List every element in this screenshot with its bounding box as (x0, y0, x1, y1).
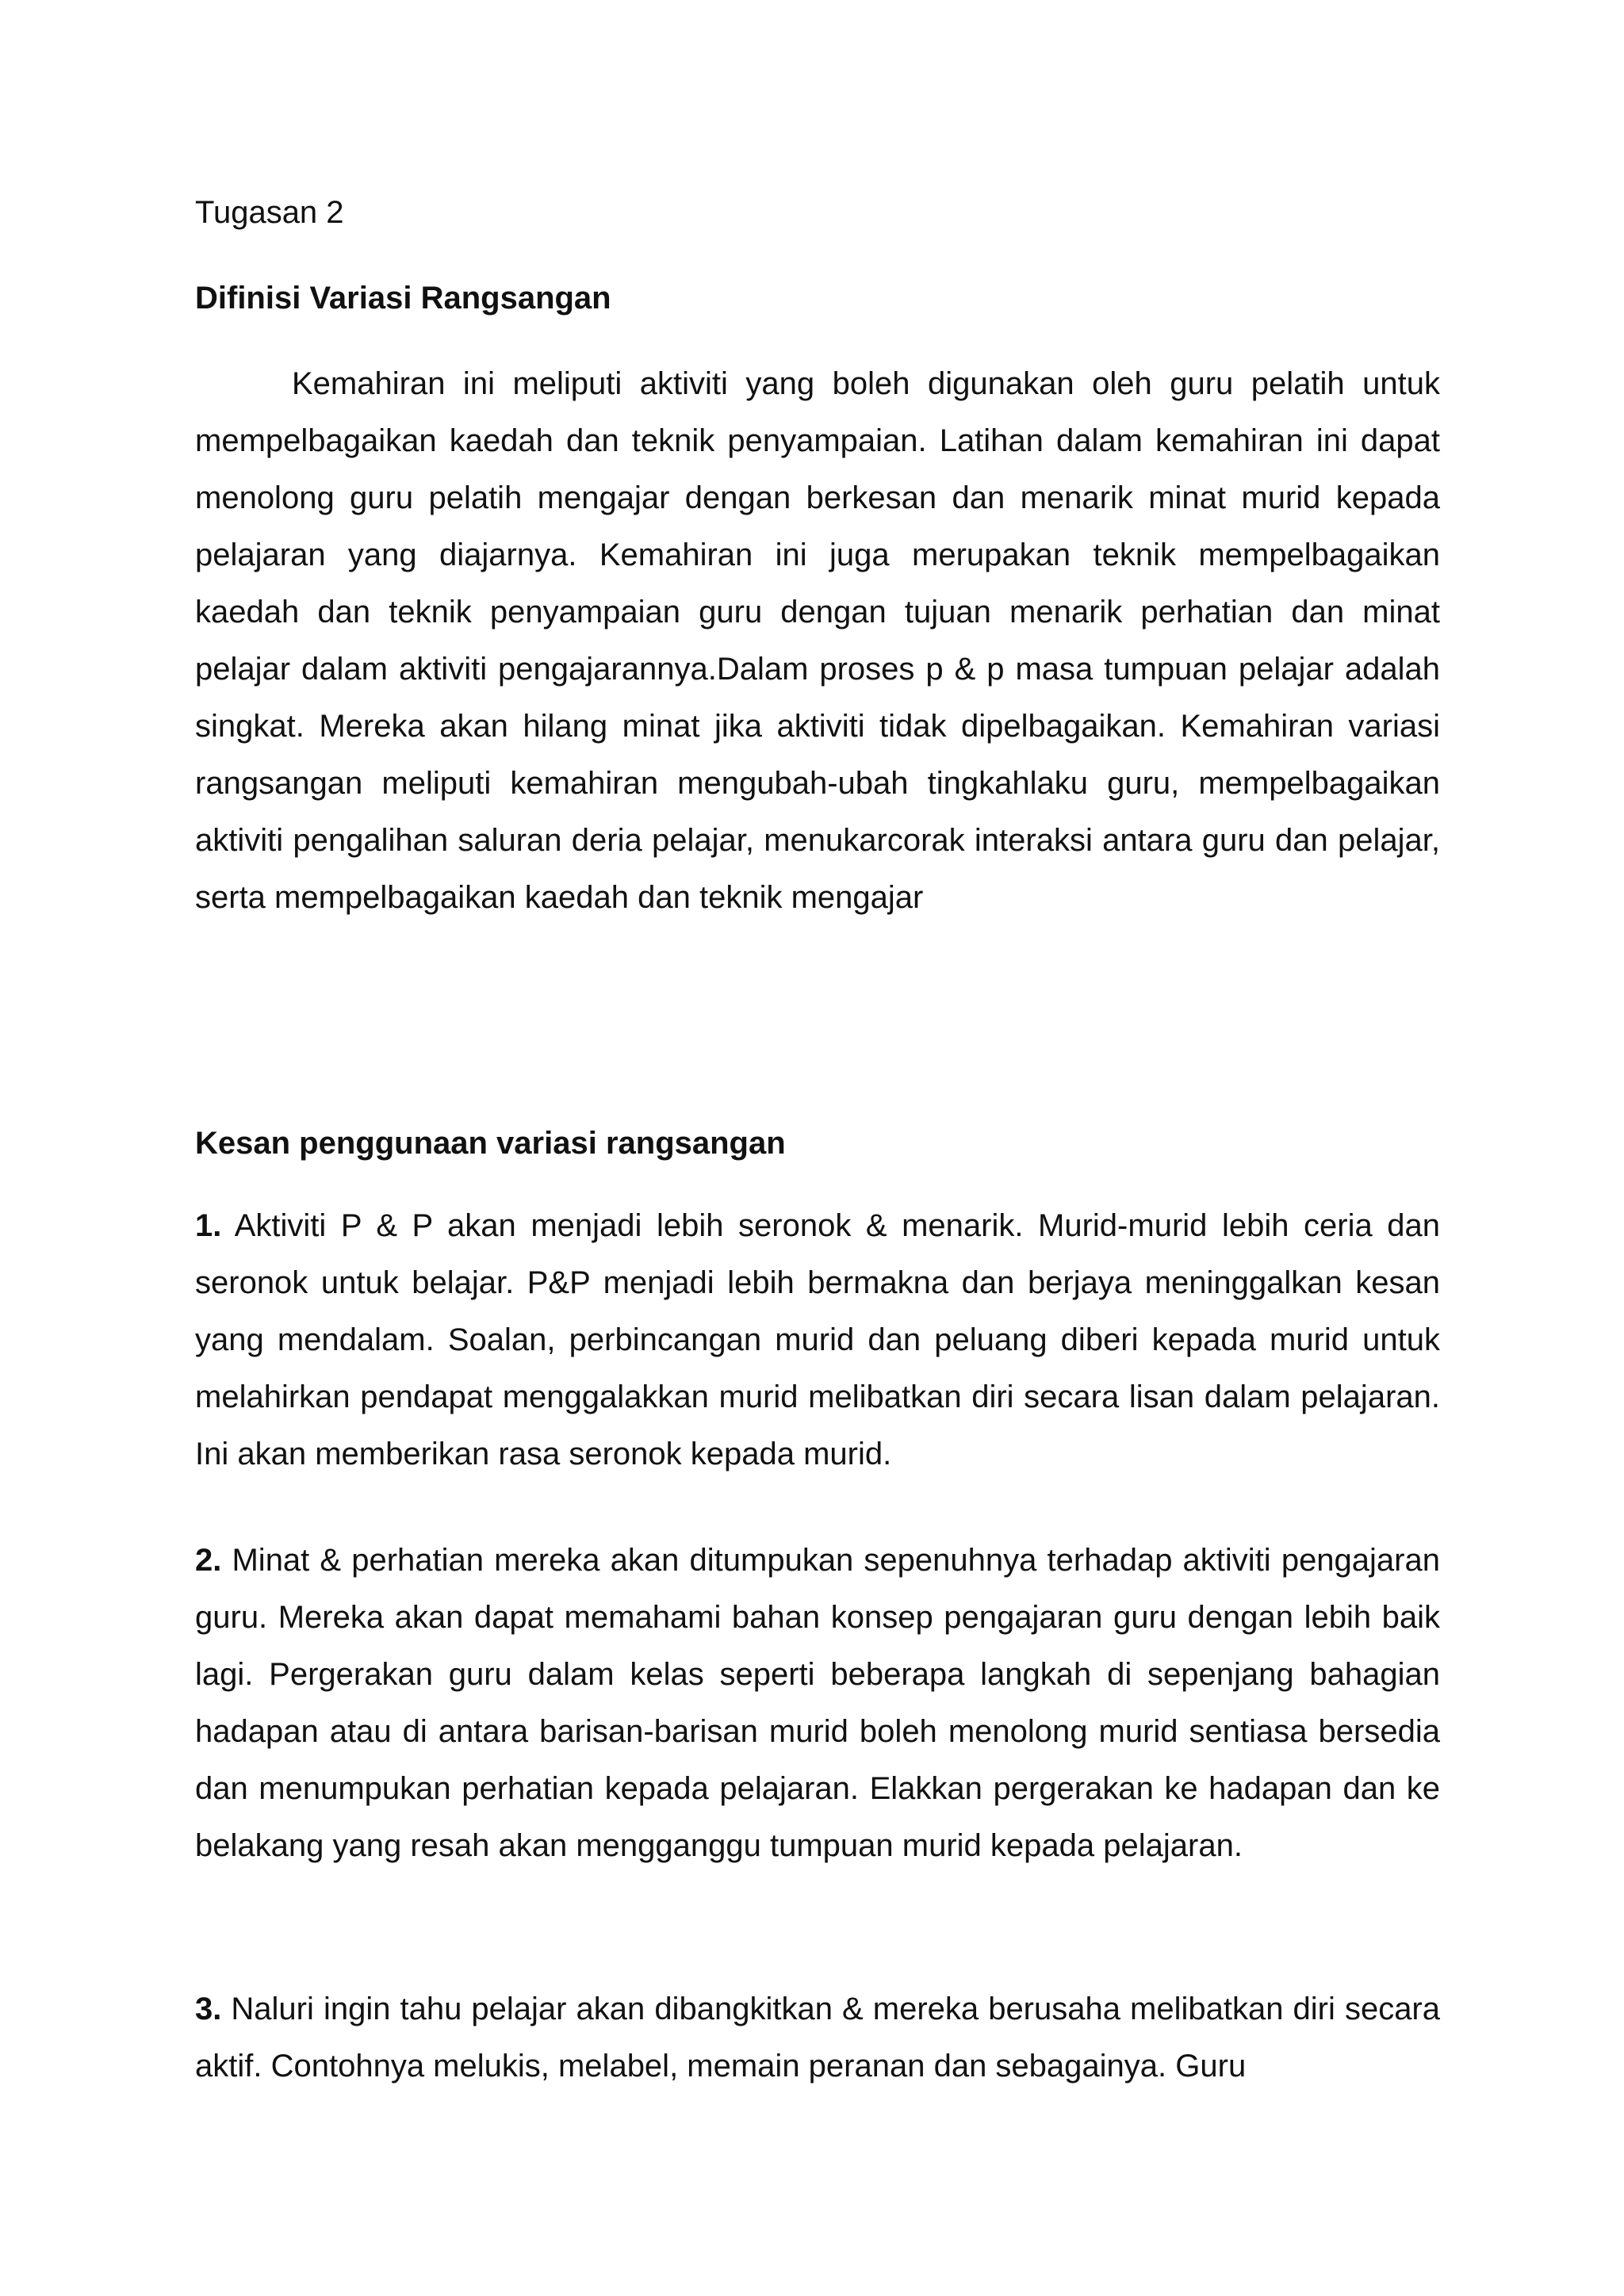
effect-item-text: Aktiviti P & P akan menjadi lebih seronok & menarik. Murid-murid lebih ceria dan seronok untuk belajar. P&P menjadi lebih bermakna dan berjaya meninggalkan kesan yang mendalam. Soalan, perbincangan murid dan peluang diberi kepada murid untuk melahirkan pendapat menggalakkan murid melibatkan diri secara lisan dalam pelajaran. Ini akan memberikan rasa seronok kepada murid. (195, 1208, 1440, 1471)
effect-item (195, 1197, 1440, 1483)
section-heading-definition: Difinisi Variasi Rangsangan (195, 281, 611, 316)
effect-item-number: 1. (195, 1208, 222, 1243)
assignment-label: Tugasan 2 (195, 195, 344, 230)
effect-item-number: 2. (195, 1543, 222, 1578)
effect-item (195, 1980, 1440, 2095)
effect-item (195, 1532, 1440, 1874)
effect-item-text: Naluri ingin tahu pelajar akan dibangkitkan & mereka berusaha melibatkan diri secara aktif. Contohnya melukis, melabel, memain peranan dan sebagainya. Guru (195, 1992, 1440, 2084)
definition-paragraph: Kemahiran ini meliputi aktiviti yang boleh digunakan oleh guru pelatih untuk mempelbagaikan kaedah dan teknik penyampaian. Latihan dalam kemahiran ini dapat menolong guru pelatih mengajar dengan berkesan dan menarik minat murid kepada pelajaran yang diajarnya. Kemahiran ini juga merupakan teknik mempelbagaikan kaedah dan teknik penyampaian guru dengan tujuan menarik perhatian dan minat pelajar dalam aktiviti pengajarannya.Dalam proses p & p masa tumpuan pelajar adalah singkat. Mereka akan hilang minat jika aktiviti tidak dipelbagaikan. Kemahiran variasi rangsangan meliputi kemahiran mengubah-ubah tingkahlaku guru, mempelbagaikan aktiviti pengalihan saluran deria pelajar, menukarcorak interaksi antara guru dan pelajar, serta mempelbagaikan kaedah dan teknik mengajar (195, 366, 1440, 915)
effect-item-text: Minat & perhatian mereka akan ditumpukan sepenuhnya terhadap aktiviti pengajaran guru. Mereka akan dapat memahami bahan konsep pengajaran guru dengan lebih baik lagi. Pergerakan guru dalam kelas seperti beberapa langkah di sepenjang bahagian hadapan atau di antara barisan-barisan murid boleh menolong murid sentiasa bersedia dan menumpukan perhatian kepada pelajaran. Elakkan pergerakan ke hadapan dan ke belakang yang resah akan mengganggu tumpuan murid kepada pelajaran. (195, 1543, 1440, 1863)
section-heading-effects: Kesan penggunaan variasi rangsangan (195, 1126, 786, 1161)
effect-item-number: 3. (195, 1992, 222, 2026)
